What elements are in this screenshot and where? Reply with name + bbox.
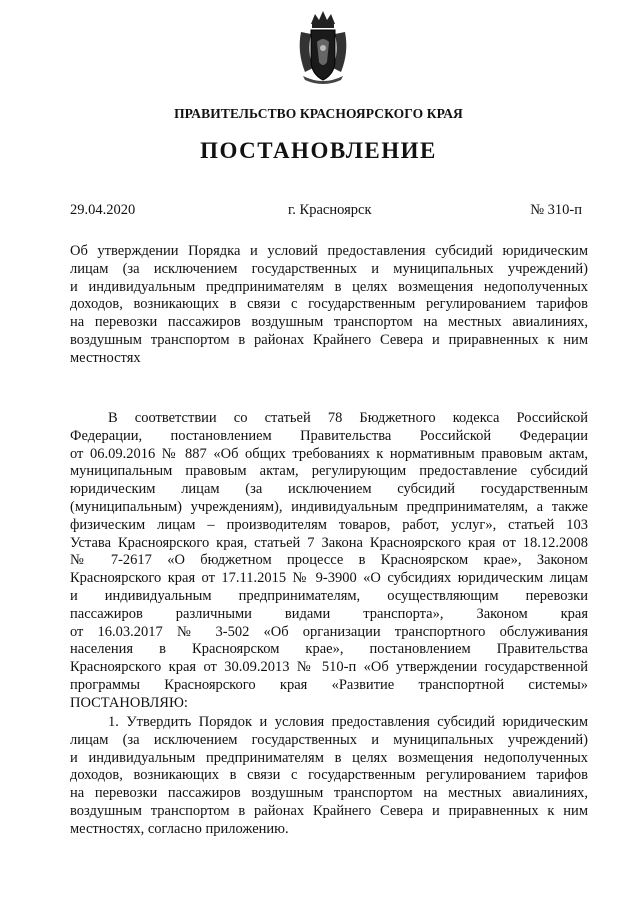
item-1-line: 1. Утвердить Порядок и условия предоставления субсидий юридическим — [108, 714, 588, 730]
document-number: № 310-п — [530, 202, 582, 218]
preamble-line: населения в Красноярском крае», постановлением Правительства — [70, 641, 588, 658]
subject-line: лицам (за исключением государственных и муниципальных учреждений) — [70, 260, 588, 277]
coat-of-arms-emblem — [297, 8, 349, 84]
subject-line: Об утверждении Порядка и условий предоставления субсидий юридическим — [70, 243, 588, 259]
preamble-line: муниципальным правовым актам, регулирующим предоставление субсидий — [70, 463, 588, 480]
item-1-line: и индивидуальным предпринимателям в целях возмещения недополученных — [70, 749, 588, 766]
preamble-line: В соответствии со статьей 78 Бюджетного кодекса Российской — [108, 410, 588, 426]
organization-title: ПРАВИТЕЛЬСТВО КРАСНОЯРСКОГО КРАЯ — [174, 106, 463, 121]
preamble-paragraph — [70, 410, 588, 713]
preamble-line: Федерации, постановлением Правительства Российской Федерации — [70, 427, 588, 444]
preamble-line: юридическим лицам (за исключением субсидий государственным — [70, 481, 588, 498]
preamble-line: Красноярского края от 30.09.2013 № 510-п «Об утверждении государственной — [70, 659, 588, 676]
preamble-line: Устава Красноярского края, статьей 7 Закона Красноярского края от 18.12.2008 — [70, 534, 588, 551]
document-type-title: ПОСТАНОВЛЕНИЕ — [200, 138, 437, 163]
subject-paragraph — [70, 243, 588, 368]
subject-line: местностях — [70, 349, 141, 366]
subject-line: воздушным транспортом в районах Крайнего Севера и приравненных к ним — [70, 331, 588, 348]
document-date: 29.04.2020 — [70, 202, 136, 218]
preamble-line: от 16.03.2017 № 3-502 «Об организации транспортного обслуживания — [70, 623, 588, 640]
item-1-line: на перевозки пассажиров воздушным транспортом на местных авиалиниях, — [70, 785, 588, 802]
item-1-line: воздушным транспортом в районах Крайнего Севера и приравненных к ним — [70, 802, 588, 819]
item-1-line: доходов, возникающих в связи с государственным регулированием тарифов — [70, 767, 588, 784]
item-1-line: местностях, согласно приложению. — [70, 820, 289, 837]
subject-line: и индивидуальным предпринимателям в целях возмещения недополученных — [70, 278, 588, 295]
subject-line: доходов, возникающих в связи с государственным регулированием тарифов — [70, 296, 588, 313]
resolution-keyword: ПОСТАНОВЛЯЮ: — [70, 694, 188, 711]
preamble-line: физическим лицам – производителям товаров, работ, услуг», статьей 103 — [70, 516, 588, 533]
preamble-line: программы Красноярского края «Развитие транспортной системы» — [70, 676, 588, 693]
document-city: г. Красноярск — [288, 202, 372, 218]
preamble-line: от 06.09.2016 № 887 «Об общих требованиях к нормативным правовым актам, — [70, 445, 588, 462]
preamble-line: Красноярского края от 17.11.2015 № 9-3900 «О субсидиях юридическим лицам — [70, 570, 588, 587]
item-1-line: лицам (за исключением государственных и муниципальных учреждений) — [70, 731, 588, 748]
preamble-line: пассажиров различными видами транспорта», Законом края — [70, 605, 588, 622]
preamble-line: № 7-2617 «О бюджетном процессе в Красноярском крае», Законом — [70, 552, 588, 569]
preamble-line: (муниципальным) учреждениям), индивидуальным предпринимателям, а также — [70, 498, 588, 515]
preamble-line: и индивидуальным предпринимателям, осуществляющим перевозки — [70, 587, 588, 604]
subject-line: на перевозки пассажиров воздушным транспортом на местных авиалиниях, — [70, 314, 588, 331]
item-1-paragraph — [70, 714, 588, 839]
